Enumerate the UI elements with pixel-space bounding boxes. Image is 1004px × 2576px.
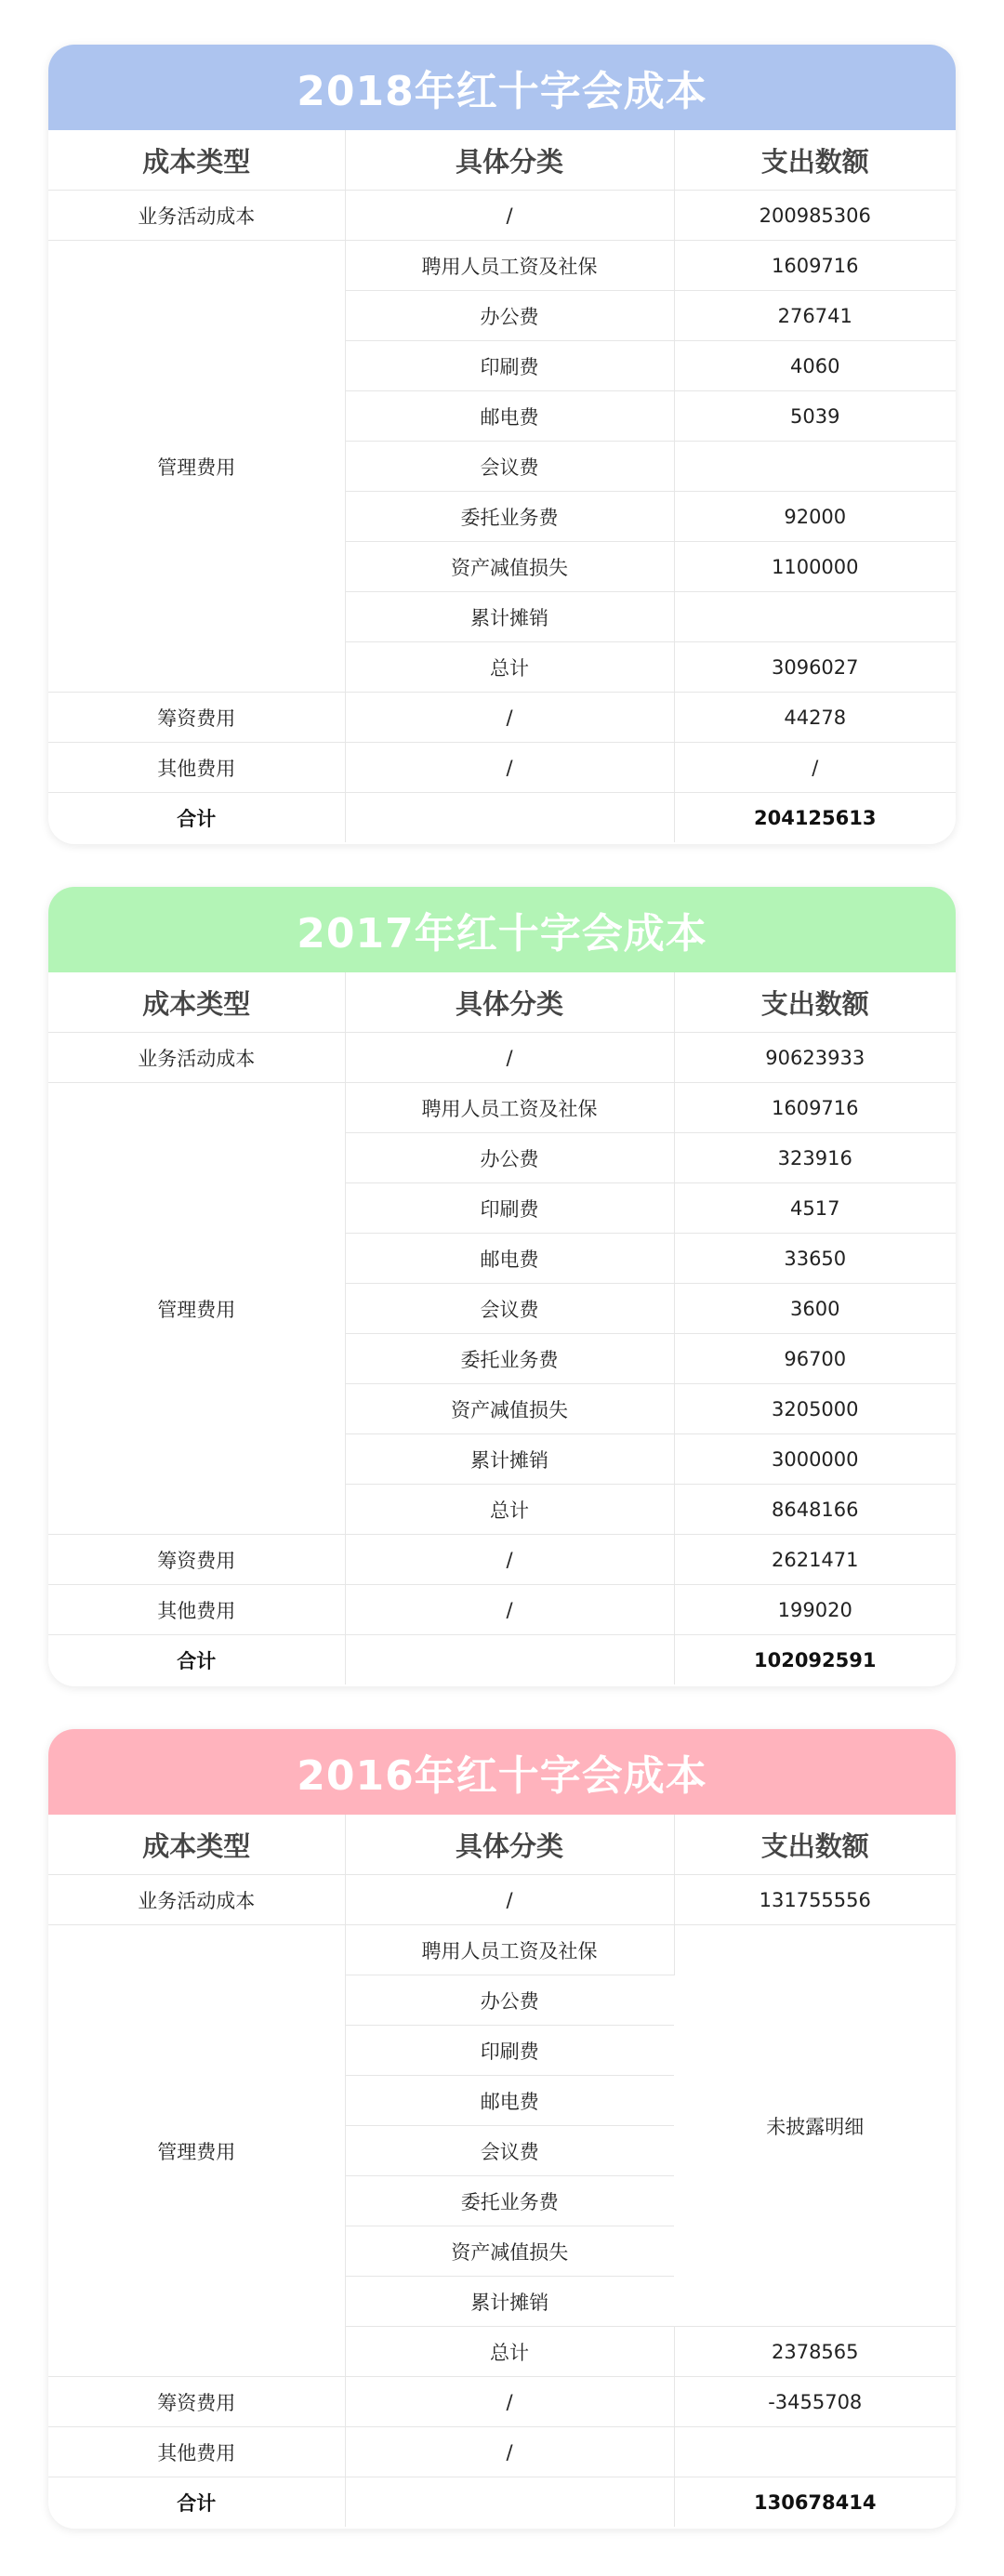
column-header-amount: 支出数额: [674, 1815, 956, 1875]
table-header-row: [48, 130, 956, 191]
cell-type: 合计: [48, 1635, 345, 1685]
cell-category: 委托业务费: [345, 492, 674, 542]
table-row: [48, 1535, 956, 1585]
cell-amount: 3096027: [674, 642, 956, 693]
cell-amount: 3205000: [674, 1384, 956, 1434]
cell-category: 办公费: [345, 1975, 674, 2026]
card-title: 2018年红十字会成本: [48, 45, 956, 130]
cell-category: /: [345, 743, 674, 793]
cell-amount: 2378565: [674, 2327, 956, 2377]
cell-category: /: [345, 1875, 674, 1925]
column-header-type: 成本类型: [48, 1815, 345, 1875]
cell-type: 管理费用: [48, 241, 345, 693]
cell-amount: 4517: [674, 1183, 956, 1234]
cell-category: [345, 1635, 674, 1685]
cell-type: 其他费用: [48, 1585, 345, 1635]
cell-amount: 90623933: [674, 1033, 956, 1083]
cell-category: 聘用人员工资及社保: [345, 241, 674, 291]
table-row: [48, 693, 956, 743]
cell-amount: 1100000: [674, 542, 956, 592]
cell-type: 管理费用: [48, 1083, 345, 1535]
cell-category: 资产减值损失: [345, 1384, 674, 1434]
cell-category: 邮电费: [345, 2076, 674, 2126]
total-row: [48, 793, 956, 843]
cell-category: 会议费: [345, 442, 674, 492]
column-header-type: 成本类型: [48, 130, 345, 191]
cell-category: 印刷费: [345, 1183, 674, 1234]
cell-category: 会议费: [345, 2126, 674, 2176]
cell-category: 聘用人员工资及社保: [345, 1925, 674, 1975]
cell-amount: 131755556: [674, 1875, 956, 1925]
table-row: [48, 1925, 956, 1975]
cell-category: 委托业务费: [345, 1334, 674, 1384]
cell-amount: 323916: [674, 1133, 956, 1183]
table-row: [48, 191, 956, 241]
column-header-amount: 支出数额: [674, 972, 956, 1033]
cell-amount: [674, 442, 956, 492]
table-row: [48, 1083, 956, 1133]
cell-category: 资产减值损失: [345, 542, 674, 592]
total-row: [48, 2477, 956, 2528]
cell-amount: 4060: [674, 341, 956, 391]
cell-category: 累计摊销: [345, 1434, 674, 1485]
cell-amount: 276741: [674, 291, 956, 341]
cell-type: 筹资费用: [48, 2377, 345, 2427]
table-row: [48, 2427, 956, 2477]
cell-category: 会议费: [345, 1284, 674, 1334]
cell-type: 合计: [48, 793, 345, 843]
cell-category: /: [345, 191, 674, 241]
cell-category: /: [345, 1535, 674, 1585]
column-header-category: 具体分类: [345, 972, 674, 1033]
cell-undisclosed-note: 未披露明细: [674, 1925, 956, 2327]
cell-amount: 3000000: [674, 1434, 956, 1485]
table-row: [48, 1585, 956, 1635]
column-header-category: 具体分类: [345, 130, 674, 191]
cell-amount: 92000: [674, 492, 956, 542]
table-row: [48, 743, 956, 793]
cell-amount: 200985306: [674, 191, 956, 241]
cell-category: 总计: [345, 1485, 674, 1535]
cell-type: 管理费用: [48, 1925, 345, 2377]
cell-category: 邮电费: [345, 1234, 674, 1284]
cell-category: /: [345, 1033, 674, 1083]
cell-category: 总计: [345, 642, 674, 693]
cell-type: 合计: [48, 2477, 345, 2528]
cell-amount: 44278: [674, 693, 956, 743]
cell-type: 业务活动成本: [48, 1033, 345, 1083]
cell-type: 其他费用: [48, 743, 345, 793]
table-row: [48, 1875, 956, 1925]
cell-category: 办公费: [345, 291, 674, 341]
cell-category: /: [345, 1585, 674, 1635]
cell-amount: 1609716: [674, 241, 956, 291]
card-title: 2017年红十字会成本: [48, 887, 956, 972]
column-header-amount: 支出数额: [674, 130, 956, 191]
cell-type: 筹资费用: [48, 1535, 345, 1585]
cell-category: 累计摊销: [345, 2277, 674, 2327]
cell-category: /: [345, 2377, 674, 2427]
table-header-row: [48, 972, 956, 1033]
card-title: 2016年红十字会成本: [48, 1729, 956, 1815]
cell-amount: 199020: [674, 1585, 956, 1635]
cell-amount: 96700: [674, 1334, 956, 1384]
table-row: [48, 1033, 956, 1083]
table-row: [48, 241, 956, 291]
cell-category: 办公费: [345, 1133, 674, 1183]
cell-type: 其他费用: [48, 2427, 345, 2477]
cell-amount: 2621471: [674, 1535, 956, 1585]
cell-amount: 3600: [674, 1284, 956, 1334]
table-row: [48, 2377, 956, 2427]
cell-category: [345, 793, 674, 843]
cost-card-2016: [48, 1729, 956, 2529]
cost-table: [48, 130, 956, 842]
cell-category: 印刷费: [345, 2026, 674, 2076]
cell-category: /: [345, 2427, 674, 2477]
cell-amount: 1609716: [674, 1083, 956, 1133]
column-header-category: 具体分类: [345, 1815, 674, 1875]
cell-category: 累计摊销: [345, 592, 674, 642]
cell-category: 邮电费: [345, 391, 674, 442]
cell-category: 聘用人员工资及社保: [345, 1083, 674, 1133]
cell-amount: 130678414: [753, 2490, 877, 2514]
cell-category: [345, 2477, 674, 2528]
cell-category: 印刷费: [345, 341, 674, 391]
cost-card-2017: [48, 887, 956, 1686]
cell-amount: 33650: [674, 1234, 956, 1284]
cell-amount: 5039: [674, 391, 956, 442]
cost-table: [48, 972, 956, 1684]
cell-type: 业务活动成本: [48, 1875, 345, 1925]
cost-table: [48, 1815, 956, 2527]
cell-amount: 204125613: [753, 806, 877, 829]
cell-amount: -3455708: [674, 2377, 956, 2427]
table-header-row: [48, 1815, 956, 1875]
cell-amount: /: [674, 743, 956, 793]
cell-type: 筹资费用: [48, 693, 345, 743]
total-row: [48, 1635, 956, 1685]
cell-amount: 8648166: [674, 1485, 956, 1535]
cell-amount: [674, 2427, 956, 2477]
cell-type: 业务活动成本: [48, 191, 345, 241]
cell-category: 资产减值损失: [345, 2226, 674, 2277]
cell-category: 委托业务费: [345, 2176, 674, 2226]
cell-amount: [674, 592, 956, 642]
column-header-type: 成本类型: [48, 972, 345, 1033]
cell-category: /: [345, 693, 674, 743]
cost-card-2018: [48, 45, 956, 844]
cell-amount: 102092591: [753, 1648, 877, 1671]
cell-category: 总计: [345, 2327, 674, 2377]
